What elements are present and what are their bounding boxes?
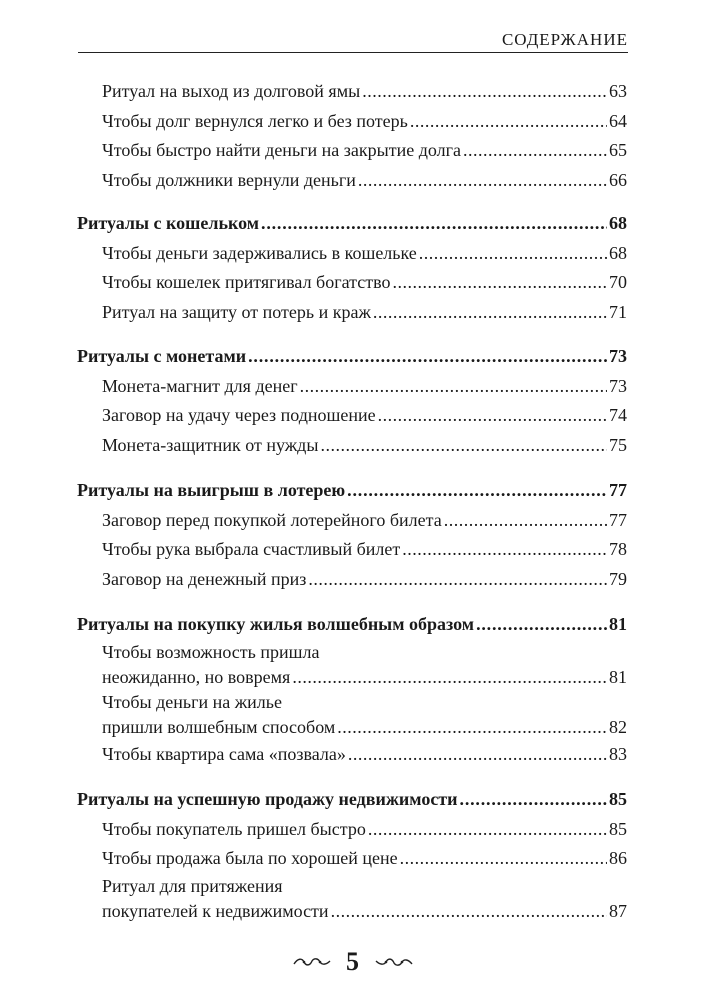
dot-leader xyxy=(308,565,607,595)
dot-leader xyxy=(402,535,607,565)
dot-leader xyxy=(320,431,607,461)
toc-entry-title: Чтобы квартира сама «позвала» xyxy=(102,743,346,764)
toc-entry[interactable] xyxy=(77,565,627,595)
toc-entry[interactable] xyxy=(77,506,627,536)
dot-leader xyxy=(248,342,607,372)
toc-entry-page: 65 xyxy=(609,140,627,160)
dot-leader xyxy=(300,372,607,402)
toc-entry-page: 77 xyxy=(609,509,627,530)
toc-entry-title: Монета-магнит для денег xyxy=(102,375,298,396)
toc-entry[interactable] xyxy=(77,136,627,166)
page-footer xyxy=(0,945,705,977)
toc-entry-page: 83 xyxy=(609,743,627,764)
toc-entry[interactable] xyxy=(77,874,627,924)
toc-entry-page: 85 xyxy=(609,818,627,839)
toc-section xyxy=(77,342,627,460)
toc-entry-page: 71 xyxy=(609,301,627,322)
toc-entry-title: Чтобы покупатель пришел быстро xyxy=(102,818,366,839)
toc-heading-title: Ритуалы с монетами xyxy=(77,346,247,366)
toc-entry-page: 68 xyxy=(609,242,627,263)
toc-entry-page: 75 xyxy=(609,434,627,455)
dot-leader xyxy=(348,740,607,770)
toc-entry-title: Чтобы должники вернули деньги xyxy=(102,169,356,190)
toc-entry-title: Чтобы быстро найти деньги на закрытие долга xyxy=(102,140,461,160)
toc-heading-title: Ритуалы на выигрыш в лотерею xyxy=(77,480,346,500)
toc-entry-title: пришли волшебным способом xyxy=(102,716,336,737)
toc-heading[interactable] xyxy=(77,342,627,372)
dot-leader xyxy=(400,844,607,874)
toc-entry[interactable] xyxy=(77,268,627,298)
dot-leader xyxy=(476,610,607,640)
toc-entry[interactable] xyxy=(77,740,627,770)
toc-entry[interactable] xyxy=(77,372,627,402)
toc-entry-title: покупателей к недвижимости xyxy=(102,900,329,921)
toc-section xyxy=(77,77,627,195)
toc-section xyxy=(77,785,627,924)
toc-section xyxy=(77,610,627,769)
toc-entry-page: 70 xyxy=(609,272,627,292)
toc-entry[interactable] xyxy=(77,640,627,690)
toc-heading-page: 85 xyxy=(609,789,627,809)
dot-leader xyxy=(368,815,607,845)
toc-entry[interactable] xyxy=(77,815,627,845)
toc-heading-title: Ритуалы на покупку жилья волшебным образом xyxy=(77,614,475,634)
dot-leader xyxy=(460,785,607,815)
toc-entry[interactable] xyxy=(77,107,627,137)
dot-leader xyxy=(331,898,607,924)
toc-entry-title: Чтобы деньги задерживались в кошельке xyxy=(102,242,417,263)
toc-entry-page: 78 xyxy=(609,539,627,559)
flourish-left-icon xyxy=(292,956,332,968)
toc-heading-page: 73 xyxy=(609,346,627,366)
toc-entry-title: Заговор на удачу через подношение xyxy=(102,405,376,425)
toc-entry-title: Чтобы кошелек притягивал богатство xyxy=(102,272,391,292)
dot-leader xyxy=(362,77,607,107)
toc-entry[interactable] xyxy=(77,166,627,196)
toc-heading[interactable] xyxy=(77,610,627,640)
dot-leader xyxy=(378,401,607,431)
toc-entry-page: 73 xyxy=(609,375,627,396)
dot-leader xyxy=(463,136,607,166)
toc-entry-page: 82 xyxy=(609,716,627,737)
toc-entry-title-line1: Чтобы возможность пришла xyxy=(102,641,320,662)
toc-heading-page: 77 xyxy=(609,480,627,500)
dot-leader xyxy=(373,298,607,328)
dot-leader xyxy=(410,107,607,137)
dot-leader xyxy=(419,239,607,269)
dot-leader xyxy=(444,506,607,536)
toc-entry[interactable] xyxy=(77,401,627,431)
toc-entry-title: Ритуал на выход из долговой ямы xyxy=(102,81,361,101)
toc-heading-title: Ритуалы с кошельком xyxy=(77,213,260,233)
toc-heading[interactable] xyxy=(77,209,627,239)
toc-entry-page: 81 xyxy=(609,666,627,687)
toc-entry-title-line1: Ритуал для притяжения xyxy=(102,875,283,896)
toc-heading-page: 81 xyxy=(609,614,627,634)
toc-entry-page: 63 xyxy=(609,81,627,101)
dot-leader xyxy=(358,166,607,196)
dot-leader xyxy=(261,209,607,239)
toc-entry-title: Заговор на денежный приз xyxy=(102,568,307,589)
toc-entry[interactable] xyxy=(77,844,627,874)
toc-heading-title: Ритуалы на успешную продажу недвижимости xyxy=(77,789,458,809)
toc-entry-title: Чтобы продажа была по хорошей цене xyxy=(102,848,398,868)
toc-entry-page: 79 xyxy=(609,568,627,589)
toc-entry[interactable] xyxy=(77,535,627,565)
toc-entry-page: 87 xyxy=(609,900,627,921)
dot-leader xyxy=(337,714,607,740)
toc-entry[interactable] xyxy=(77,690,627,740)
toc-entry-title: Заговор перед покупкой лотерейного билета xyxy=(102,509,442,530)
running-head-title: СОДЕРЖАНИЕ xyxy=(501,30,628,49)
toc-entry-page: 86 xyxy=(609,848,627,868)
running-head xyxy=(78,28,628,53)
toc-entry-title: Чтобы долг вернулся легко и без потерь xyxy=(102,110,408,131)
toc-section xyxy=(77,476,627,594)
dot-leader xyxy=(392,268,607,298)
table-of-contents xyxy=(77,77,627,924)
toc-entry-title: Монета-защитник от нужды xyxy=(102,434,319,455)
flourish-right-icon xyxy=(374,956,414,968)
dot-leader xyxy=(347,476,607,506)
toc-entry[interactable] xyxy=(77,431,627,461)
toc-heading-page: 68 xyxy=(609,213,627,233)
toc-entry-title: Ритуал на защиту от потерь и краж xyxy=(102,301,371,322)
toc-entry-page: 66 xyxy=(609,169,627,190)
toc-entry[interactable] xyxy=(77,77,627,107)
toc-entry-title: неожиданно, но вовремя xyxy=(102,666,291,687)
toc-heading[interactable] xyxy=(77,785,627,815)
toc-section xyxy=(77,209,627,327)
toc-entry[interactable] xyxy=(77,298,627,328)
dot-leader xyxy=(292,664,607,690)
toc-entry-title-line1: Чтобы деньги на жилье xyxy=(102,691,282,712)
toc-entry-title: Чтобы рука выбрала счастливый билет xyxy=(102,539,401,559)
toc-entry-page: 64 xyxy=(609,110,627,131)
toc-entry-page: 74 xyxy=(609,405,627,425)
toc-heading[interactable] xyxy=(77,476,627,506)
toc-entry[interactable] xyxy=(77,239,627,269)
page-number: 5 xyxy=(346,947,359,977)
